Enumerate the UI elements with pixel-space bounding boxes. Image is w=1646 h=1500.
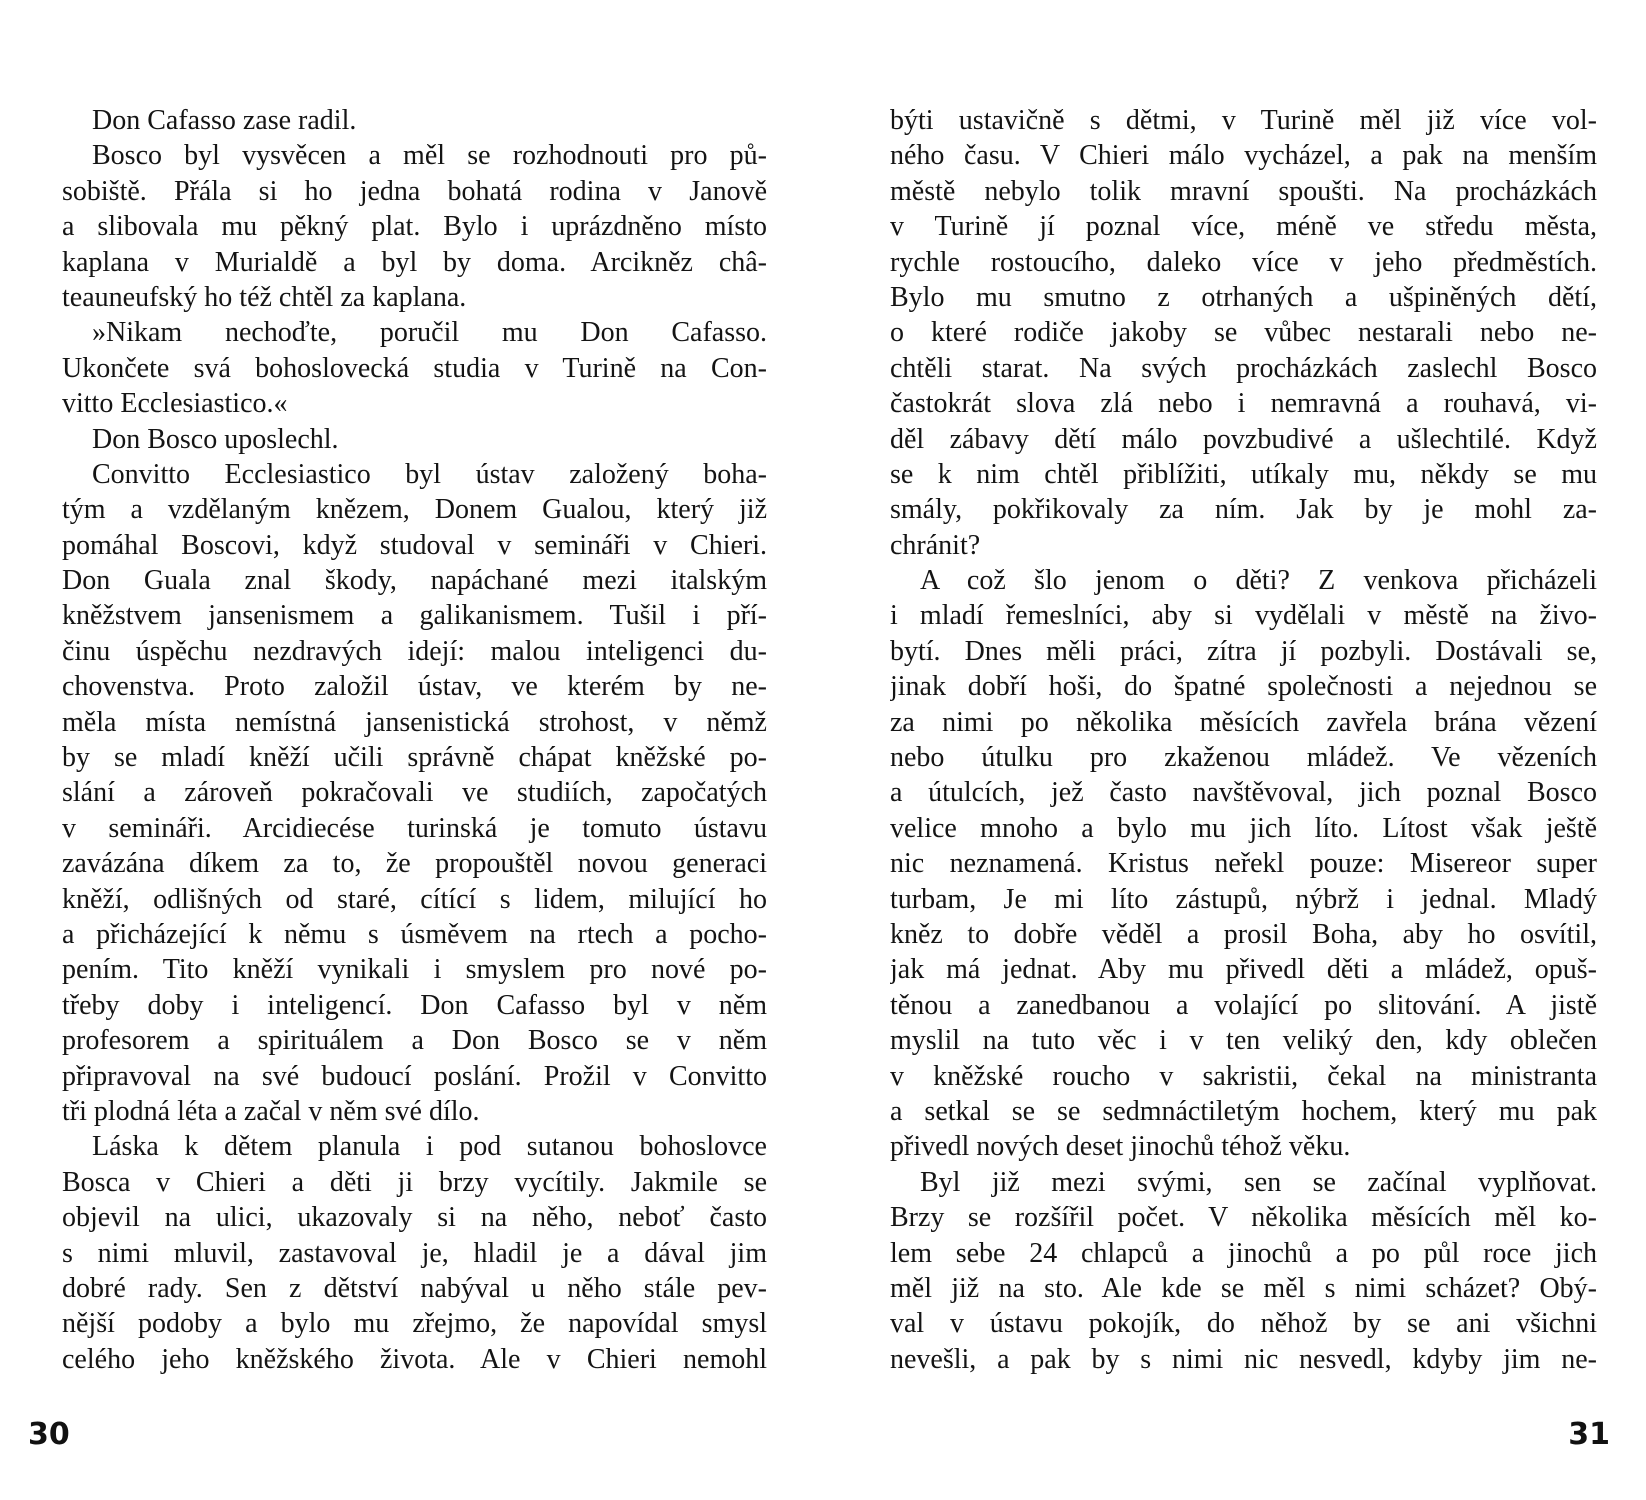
- text-line: vitto Ecclesiastico.«: [62, 388, 288, 420]
- text-line: Ukončete svá bohoslovecká studia v Turině na Con-: [62, 352, 767, 384]
- text-line: a útulcích, jež často navštěvoval, jich poznal Bosco: [890, 777, 1597, 809]
- text-line: Don Guala znal škody, napáchané mezi italským: [62, 565, 767, 597]
- text-line: v semináři. Arcidiecése turinská je tomuto ústavu: [62, 812, 767, 844]
- text-line: tři plodná léta a začal v něm své dílo.: [62, 1095, 480, 1127]
- text-line: chtěli starat. Na svých procházkách zaslechl Bosco: [890, 352, 1597, 384]
- text-line: městě nebylo tolik mravní spoušti. Na procházkách: [890, 175, 1597, 207]
- text-line: třeby doby i inteligencí. Don Cafasso byl v něm: [62, 989, 767, 1021]
- text-line: Convitto Ecclesiastico byl ústav založený boha-: [92, 458, 767, 490]
- text-line: za nimi po několika měsících zavřela brána vězení: [890, 706, 1597, 738]
- text-line: děl zábavy dětí málo povzbudivé a ušlechtilé. Když: [890, 423, 1597, 455]
- text-line: velice mnoho a bylo mu jich líto. Lítost však ještě: [890, 812, 1597, 844]
- text-line: dobré rady. Sen z dětství nabýval u něho stále pev-: [62, 1272, 767, 1304]
- text-line: lem sebe 24 chlapců a jinochů a po půl roce jich: [890, 1237, 1597, 1269]
- text-line: profesorem a spirituálem a Don Bosco se v něm: [62, 1025, 767, 1057]
- text-line: kaplana v Murialdě a byl by doma. Arcikněz châ-: [62, 246, 767, 278]
- text-line: Brzy se rozšířil počet. V několika měsících měl ko-: [890, 1202, 1597, 1234]
- text-line: jak má jednat. Aby mu přivedl děti a mládež, opuš-: [890, 954, 1597, 986]
- text-line: v Turině jí poznal více, méně ve středu města,: [890, 211, 1597, 243]
- text-line: ného času. V Chieri málo vycházel, a pak na menším: [890, 140, 1597, 172]
- text-line: Bosco byl vysvěcen a měl se rozhodnouti pro pů-: [92, 140, 767, 172]
- text-line: Bylo mu smutno z otrhaných a ušpiněných dětí,: [890, 281, 1597, 313]
- text-line: měl již na sto. Ale kde se měl s nimi scházet? Obý-: [890, 1272, 1597, 1304]
- text-line: celého jeho kněžského života. Ale v Chieri nemohl: [62, 1343, 767, 1375]
- text-line: činu úspěchu nezdravých idejí: malou inteligenci du-: [62, 635, 767, 667]
- text-line: kněžstvem jansenismem a galikanismem. Tušil i pří-: [62, 600, 767, 632]
- right-page: [823, 0, 1646, 1500]
- text-line: těnou a zanedbanou a volající po slitování. A jistě: [890, 989, 1597, 1021]
- text-line: připravoval na své budoucí poslání. Prožil v Convitto: [62, 1060, 767, 1092]
- text-line: A což šlo jenom o děti? Z venkova přicházeli: [920, 565, 1597, 597]
- text-line: a přicházející k němu s úsměvem na rtech a pocho-: [62, 918, 767, 950]
- text-line: zavázána díkem za to, že propouštěl novou generaci: [62, 848, 767, 880]
- text-line: pením. Tito kněží vynikali i smyslem pro nové po-: [62, 954, 767, 986]
- text-line: častokrát slova zlá nebo i nemravná a rouhavá, vi-: [890, 388, 1597, 420]
- text-line: rychle rostoucího, daleko více v jeho předměstích.: [890, 246, 1597, 278]
- text-line: měla místa nemístná jansenistická strohost, v němž: [62, 706, 767, 738]
- text-line: by se mladí kněží učili správně chápat kněžské po-: [62, 742, 767, 774]
- text-line: jinak dobří hoši, do špatné společnosti a nejednou se: [890, 671, 1597, 703]
- right-page-text: [890, 103, 1597, 1377]
- text-line: nebo útulku pro zkaženou mládež. Ve vězeních: [890, 742, 1597, 774]
- text-line: kněží, odlišných od staré, cítící s lidem, milující ho: [62, 883, 767, 915]
- left-page-text: [62, 103, 767, 1377]
- text-line: nic neznamená. Kristus neřekl pouze: Misereor super: [890, 848, 1597, 880]
- text-line: v kněžské roucho v sakristii, čekal na ministranta: [890, 1060, 1597, 1092]
- text-line: objevil na ulici, ukazovaly si na něho, neboť často: [62, 1202, 767, 1234]
- text-line: sobiště. Přála si ho jedna bohatá rodina v Janově: [62, 175, 767, 207]
- text-line: turbam, Je mi líto zástupů, nýbrž i jednal. Mladý: [890, 883, 1597, 915]
- text-line: býti ustavičně s dětmi, v Turině měl již více vol-: [890, 105, 1597, 136]
- text-line: myslil na tuto věc i v ten veliký den, kdy oblečen: [890, 1025, 1597, 1057]
- text-line: a setkal se se sedmnáctiletým hochem, který mu pak: [890, 1095, 1597, 1127]
- text-line: s nimi mluvil, zastavoval je, hladil je a dával jim: [62, 1237, 767, 1269]
- text-line: kněz to dobře věděl a prosil Boha, aby ho osvítil,: [890, 918, 1597, 950]
- text-line: Don Cafasso zase radil.: [92, 105, 357, 136]
- text-line: bytí. Dnes měli práci, zítra jí pozbyli. Dostávali se,: [890, 635, 1597, 667]
- text-line: teauneufský ho též chtěl za kaplana.: [62, 281, 467, 313]
- text-line: pomáhal Boscovi, když studoval v semináři v Chieri.: [62, 529, 767, 561]
- text-line: o které rodiče jakoby se vůbec nestarali nebo ne-: [890, 317, 1597, 349]
- text-line: smály, pokřikovaly za ním. Jak by je mohl za-: [890, 494, 1597, 526]
- text-line: chránit?: [890, 529, 981, 561]
- text-line: Byl již mezi svými, sen se začínal vyplňovat.: [920, 1166, 1597, 1198]
- text-line: val v ústavu pokojík, do něhož by se ani všichni: [890, 1308, 1597, 1340]
- text-line: tým a vzdělaným knězem, Donem Gualou, který již: [62, 494, 767, 526]
- text-line: slání a zároveň pokračovali ve studiích, započatých: [62, 777, 767, 809]
- text-line: Don Bosco uposlechl.: [92, 423, 339, 455]
- text-line: Bosca v Chieri a děti ji brzy vycítily. Jakmile se: [62, 1166, 767, 1198]
- text-line: a slibovala mu pěkný plat. Bylo i uprázdněno místo: [62, 211, 767, 243]
- text-line: nevešli, a pak by s nimi nic nesvedl, kdyby jim ne-: [890, 1343, 1597, 1375]
- text-line: Láska k dětem planula i pod sutanou bohoslovce: [92, 1131, 767, 1163]
- text-line: chovenstva. Proto založil ústav, ve kterém by ne-: [62, 671, 767, 703]
- text-line: nější podoby a bylo mu zřejmo, že napovídal smysl: [62, 1308, 767, 1340]
- page-number: 30: [28, 1417, 70, 1452]
- text-line: i mladí řemeslníci, aby si vydělali v městě na živo-: [890, 600, 1597, 632]
- text-line: přivedl nových deset jinochů téhož věku.: [890, 1131, 1351, 1163]
- text-line: »Nikam nechoďte, poručil mu Don Cafasso.: [92, 317, 767, 349]
- text-line: se k nim chtěl přiblížiti, utíkaly mu, někdy se mu: [890, 458, 1597, 490]
- page-number: 31: [1568, 1417, 1610, 1452]
